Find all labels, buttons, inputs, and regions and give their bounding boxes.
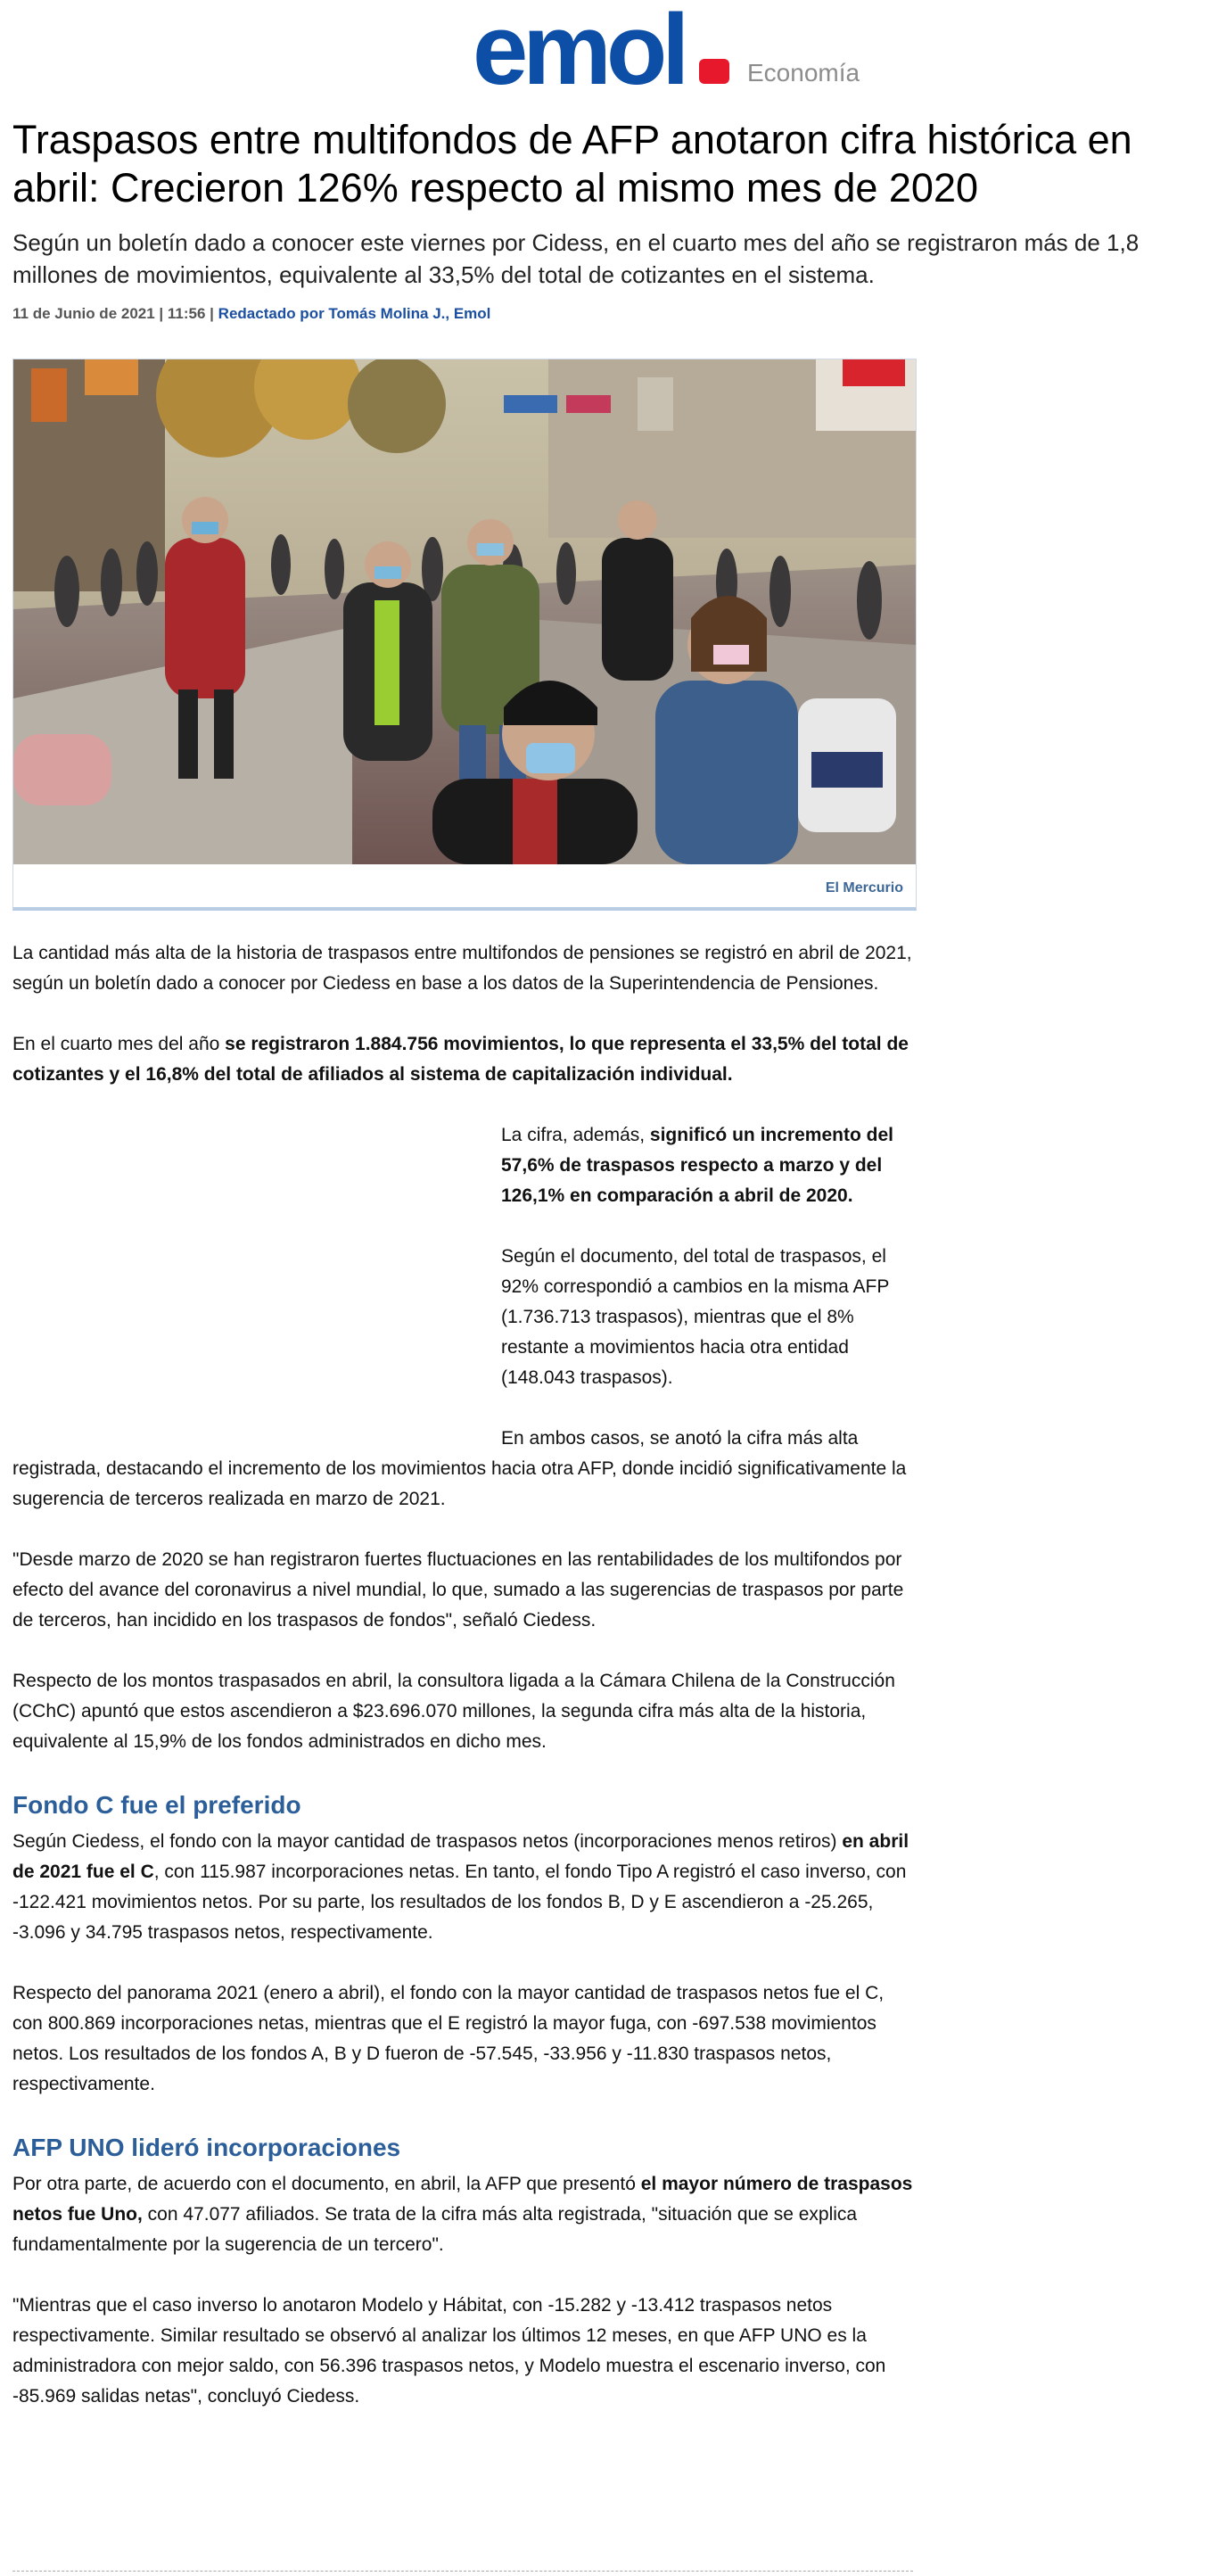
article-headline: Traspasos entre multifondos de AFP anotaron cifra histórica en abril: Crecieron 126% respecto al mismo mes de 2020 [12,117,1132,211]
paragraph-text: Por otra parte, de acuerdo con el documento, en abril, la AFP que presentó [12,2174,641,2194]
paragraph: Respecto de los montos traspasados en abril, la consultora ligada a la Cámara Chilena de la Construcción (CChC) apuntó que estos ascendieron a $23.696.070 millones, la segunda cifra más alta de la historia, equivalente al 15,9% de los fondos administrados en dicho mes. [12,1671,895,1752]
paragraph: La cantidad más alta de la historia de traspasos entre multifondos de pensiones se registró en abril de 2021, según un boletín dado a conocer por Ciedess en base a los datos de la Superintendencia de Pensiones. [12,943,912,994]
article-body [12,938,913,2442]
paragraph-text: Según Ciedess, el fondo con la mayor cantidad de traspasos netos (incorporaciones menos retiros) [12,1831,843,1852]
byline [12,305,490,323]
paragraph [12,2169,913,2260]
divider [12,2571,913,2572]
paragraph-text: , con 115.987 incorporaciones netas. En tanto, el fondo Tipo A registró el caso inverso, con -122.421 movimientos netos. Por su parte, los resultados de los fondos B, D y E ascendieron a -25.265, -3.096 y 34.795 traspasos netos, respectivamente. [12,1862,907,1943]
article-photo[interactable] [13,359,916,864]
section-heading: AFP UNO lideró incorporaciones [12,2134,401,2161]
paragraph: "Mientras que el caso inverso lo anotaron Modelo y Hábitat, con -15.282 y -13.412 traspasos netos respectivamente. Similar resultado se observó al analizar los últimos 12 meses, en que AFP UNO es la administradora con mejor saldo, con 56.396 traspasos netos, y Modelo muestra el escenario inverso, con -85.969 salidas netas", concluyó Ciedess. [12,2295,886,2407]
paragraph-bold: significó un incremento del 57,6% de traspasos respecto a marzo y del 126,1% en comparación a abril de 2020. [501,1125,893,1206]
paragraph: "Desde marzo de 2020 se han registraron fuertes fluctuaciones en las rentabilidades de los multifondos por efecto del avance del coronavirus a nivel mundial, lo que, sumado a las sugerencias de traspasos por parte de terceros, han incidido en los traspasos de fondos", señaló Ciedess. [12,1549,904,1631]
paragraph: Según el documento, del total de traspasos, el 92% correspondió a cambios en la misma AFP (1.736.713 traspasos), mientras que el 8% restante a movimientos hacia otra entidad (148.043 traspasos). [501,1246,889,1388]
paragraph-bold: se registraron 1.884.756 movimientos, lo que representa el 33,5% del total de cotizantes y el 16,8% del total de afiliados al sistema de capitalización individual. [12,1034,909,1085]
section-heading: Fondo C fue el preferido [12,1791,301,1819]
photo-caption: El Mercurio [825,880,903,896]
byline-separator: | [210,305,214,322]
paragraph-text: La cifra, además, [501,1125,650,1145]
paragraph: Respecto del panorama 2021 (enero a abril), el fondo con la mayor cantidad de traspasos netos fue el C, con 800.869 incorporaciones netas, mientras que el E registró la mayor fuga, con -697.538 movimientos netos. Los resultados de los fondos A, B y D fueron de -57.545, -33.956 y -11.830 traspasos netos, respectivamente. [12,1983,885,2094]
paragraph [12,1827,913,1948]
logo-dot-icon [699,59,729,84]
paragraph [12,1029,913,1090]
paragraph-text: En el cuarto mes del año [12,1034,226,1054]
paragraph-bold: el mayor número de traspasos netos fue Uno, [12,2174,913,2225]
publish-date: 11 de Junio de 2021 | 11:56 [12,305,206,322]
paragraph [501,1120,913,1211]
paragraph-text: con 47.077 afiliados. Se trata de la cifra más alta registrada, "situación que se explica fundamentalmente por la sugerencia de un tercero". [12,2204,858,2255]
site-header [0,0,1218,105]
article-subhead: Según un boletín dado a conocer este viernes por Cidess, en el cuarto mes del año se registraron más de 1,8 millones de movimientos, equivalente al 33,5% del total de cotizantes en el sistema. [12,229,1140,288]
emol-logo[interactable]: emol [473,0,685,105]
paragraph-bold: en abril de 2021 fue el C [12,1831,909,1882]
section-label[interactable]: Economía [747,59,860,87]
article-photo-figure [12,359,917,911]
author-link[interactable]: Redactado por Tomás Molina J., Emol [218,305,491,322]
paragraph: En ambos casos, se anotó la cifra más alta registrada, destacando el incremento de los movimientos hacia otra AFP, donde incidió significativamente la sugerencia de terceros realizada en marzo de 2021. [12,1428,907,1509]
